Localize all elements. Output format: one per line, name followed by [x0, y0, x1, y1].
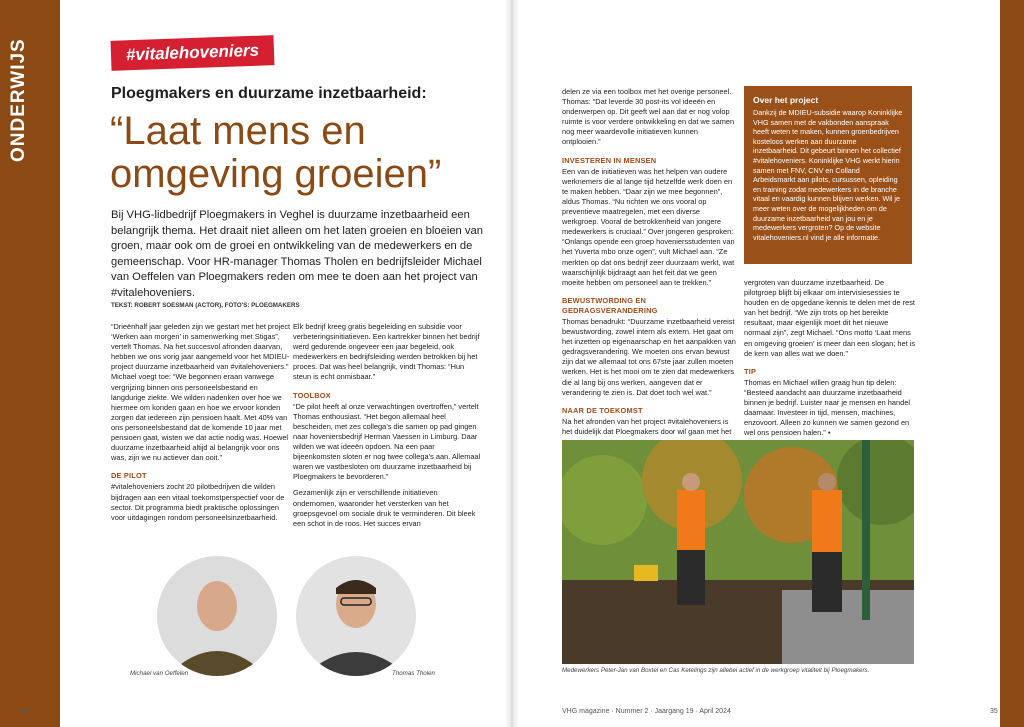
box-title: Over het project [753, 95, 819, 105]
article-headline: “Laat mens en omgeving groeien” [110, 109, 442, 196]
column-1 [111, 322, 291, 529]
column-3 [562, 87, 737, 443]
article-subtitle: Ploegmakers en duurzame inzetbaarheid: [111, 85, 427, 102]
portrait-michael [157, 556, 277, 676]
column-4 [744, 278, 916, 444]
paragraph: Thomas benadrukt: “Duurzame inzetbaarheid vereist bewustwording, zowel intern als extern. Het gaat om het inzetten op eigenaarschap en het aanpakken van gedragsverandering. We moeten ons ervan bewust zijn dat we allemaal tot ons 67ste jaar zullen moeten werken. Het is het mooi om te zien dat medewerkers die al lang bij ons werken, aangeven dat er verandering te zien is. Dat doet toch wel wat.” [562, 316, 736, 397]
page-number-right: 35 [990, 708, 998, 715]
paragraph: Na het afronden van het project #vitalehoveniers is het duidelijk dat Ploegmakers door wil gaan met het [562, 416, 732, 436]
about-project-box [744, 86, 912, 264]
paragraph: “Drieënhalf jaar geleden zijn we gestart met het project ‘Werken aan morgen’ in samenwerking met Stigas”, vertelt Thomas. Na het succesvol afronden daarvan, hebben we ons vorig jaar aangemeld voor het MDIEU-project duurzame inzetbaarheid van #vitalehoveniers.” Michael voegt toe: “We begonnen eraan vanwege vergrijzing binnen ons personeelsbestand en langdurige ziekte. We wilden nadenken over hoe we hiermee om konden gaan en hoe we ervoor konden zorgen dat iedereen zijn pensioen haalt. Met 40% van ons personeelsbestand dat de komende 10 jaar met pensioen gaat, wisten we dat actie nodig was. Hoewel duurzame inzetbaarheid altijd al belangrijk voor ons was, zijn we nu actiever dan ooit.” [111, 322, 291, 463]
paragraph: #vitalehoveniers zocht 20 pilotbedrijven die wilden bijdragen aan een vitaal toekomstperspectief voor de sector. Dit programma biedt praktische oplossingen voor uitdagingen rondom personeelsinzetbaarheid. [111, 482, 285, 522]
section-heading: DE PILOT [111, 471, 147, 481]
section-heading: INVESTEREN IN MENSEN [562, 155, 657, 165]
paragraph: Gezamenlijk zijn er verschillende initiatieven ondernomen, waaronder het versterken van het groepsgevoel om sociale druk te verminderen. Dit bleek een schot in de roos. Het succes ervan [293, 488, 476, 528]
paragraph: delen ze via een toolbox met het overige personeel. Thomas: “Dat leverde 30 post-its vol ideeën en onderwerpen op. Dit geeft wel aan dat er nog volop ruimte is voor verdere ontwikkeling en dat we samen nog meer waardevolle initiatieven kunnen ontplooien.” [562, 87, 735, 147]
page-gutter [505, 0, 519, 727]
article-intro: Bij VHG-lidbedrijf Ploegmakers in Veghel is duurzame inzetbaarheid een belangrijk thema. Het draait niet alleen om het laten groeien en bloeien van groen, maar ook om de groei en ontwikkeling van de medewerkers en de gemeenschap. Voor HR-manager Thomas Tholen en bedrijfsleider Michael van Oeffelen van Ploegmakers reden om mee te doen aan het project van #vitalehoveniers. [111, 209, 483, 299]
portrait-thomas [296, 556, 416, 676]
section-heading: NAAR DE TOEKOMST [562, 405, 643, 415]
workers-photo [562, 440, 914, 664]
box-text: Dankzij de MDIEU-subsidie waarop Koninklijke VHG samen met de vakbonden aanspraak heeft weten te maken, kunnen groenbedrijven kosteloos werken aan duurzame inzetbaarheid. Dit gebeurt binnen het collectief #vitalehoveniers. Koninklijke VHG werkt hierin samen met FNV, CNV en Colland Arbeidsmarkt aan pilots, cursussen, opleiding en training zodat medewerkers in de branche vitaal en vaardig kunnen blijven werken. Wil je meer weten over de mogelijkheden om de duurzame inzetbaarheid van jou en je medewerkers vergroten? Op de website vitalehoveniers.nl vind je alle informatie. [753, 108, 903, 242]
column-2 [293, 322, 483, 535]
photo-caption: Medewerkers Peter-Jan van Boxtel en Cas Ketelings zijn allebei actief in de werkgroep vitaliteit bij Ploegmakers. [562, 667, 870, 674]
article-credit: TEKST: ROBERT SOESMAN (ACTOR), FOTO'S: PLOEGMAKERS [111, 302, 300, 309]
paragraph: “De pilot heeft al onze verwachtingen overtroffen,” vertelt Thomas enthousiast. “Het begon allemaal heel bescheiden, met zes collega’s die samen op pad gingen naar hoveniersbedrijf Herman Vaessen in Limburg. Daar wilden we wat ideeën opdoen. Na een paar bijeenkomsten sloten er nog twee collega’s aan. Allemaal waren we vastbesloten om duurzame inzetbaarheid bij Ploegmakers te bevorderen.” [293, 401, 481, 482]
section-heading: TIP [744, 366, 757, 376]
paragraph: Elk bedrijf kreeg gratis begeleiding en subsidie voor verbeteringsinitiatieven. Een kartrekker binnen het bedrijf werd gedurende ongeveer een jaar begeleid, ook medewerkers en bedrijfsleiding werden betrokken bij het proces. Dat was heel belangrijk, vindt Thomas: “Hun steun is echt onmisbaar.” [293, 322, 480, 382]
paragraph: Thomas en Michael willen graag hun tip delen: “Besteed aandacht aan duurzame inzetbaarheid binnen je bedrijf. Luister naar je mensen en handel daarnaar. Investeer in tijd, mensen, machines, enzovoort. Alleen zo kunnen we samen gezond en wel ons pensioen halen.” ▪ [744, 377, 910, 438]
section-label: ONDERWIJS [8, 38, 29, 162]
page-number-left: 34 [20, 708, 28, 715]
section-heading: BEWUSTWORDING EN GEDRAGSVERANDERING [562, 295, 658, 315]
paragraph: vergroten van duurzame inzetbaarheid. De pilotgroep blijft bij elkaar om intervisiesessies te houden en de opgedane kennis te delen met de rest van het bedrijf. “We zijn trots op het bereikte resultaat, maar eigenlijk moet dit het nieuwe normaal zijn”, zegt Michael. “Ons motto ‘Laat mens en omgeving groeien’ is meer dan een slogan; het is de kern van alles wat we doen.” [744, 278, 916, 358]
portrait-caption: Thomas Tholen [392, 670, 435, 677]
hashtag-banner: #vitalehoveniers [111, 35, 275, 71]
magazine-footer: VHG magazine · Nummer 2 · Jaargang 19 · April 2024 [562, 708, 731, 715]
section-heading: TOOLBOX [293, 390, 331, 400]
paragraph: Een van de initiatieven was het helpen van oudere werknemers die al lange tijd hetzelfde werk doen en te maken hebben. “Daar zijn we mee begonnen”, aldus Thomas. “Nu richten we ons vooral op preventieve maatregelen, met een diverse werkgroep. Vooral de betrokkenheid van jongere medewerkers is cruciaal.” Over jongeren gesproken: “Onlangs opende een groep hoveniersstudenten van het Yuverta mbo onze ogen”, vult Michael aan. “Ze merkten op dat ons bedrijf zeer duurzaam werkt, wat waarschijnlijk bijdraagt aan het feit dat we geen moeite hebben om personeel aan te trekken.” [562, 166, 735, 287]
portrait-caption: Michael van Oeffelen [130, 670, 189, 677]
